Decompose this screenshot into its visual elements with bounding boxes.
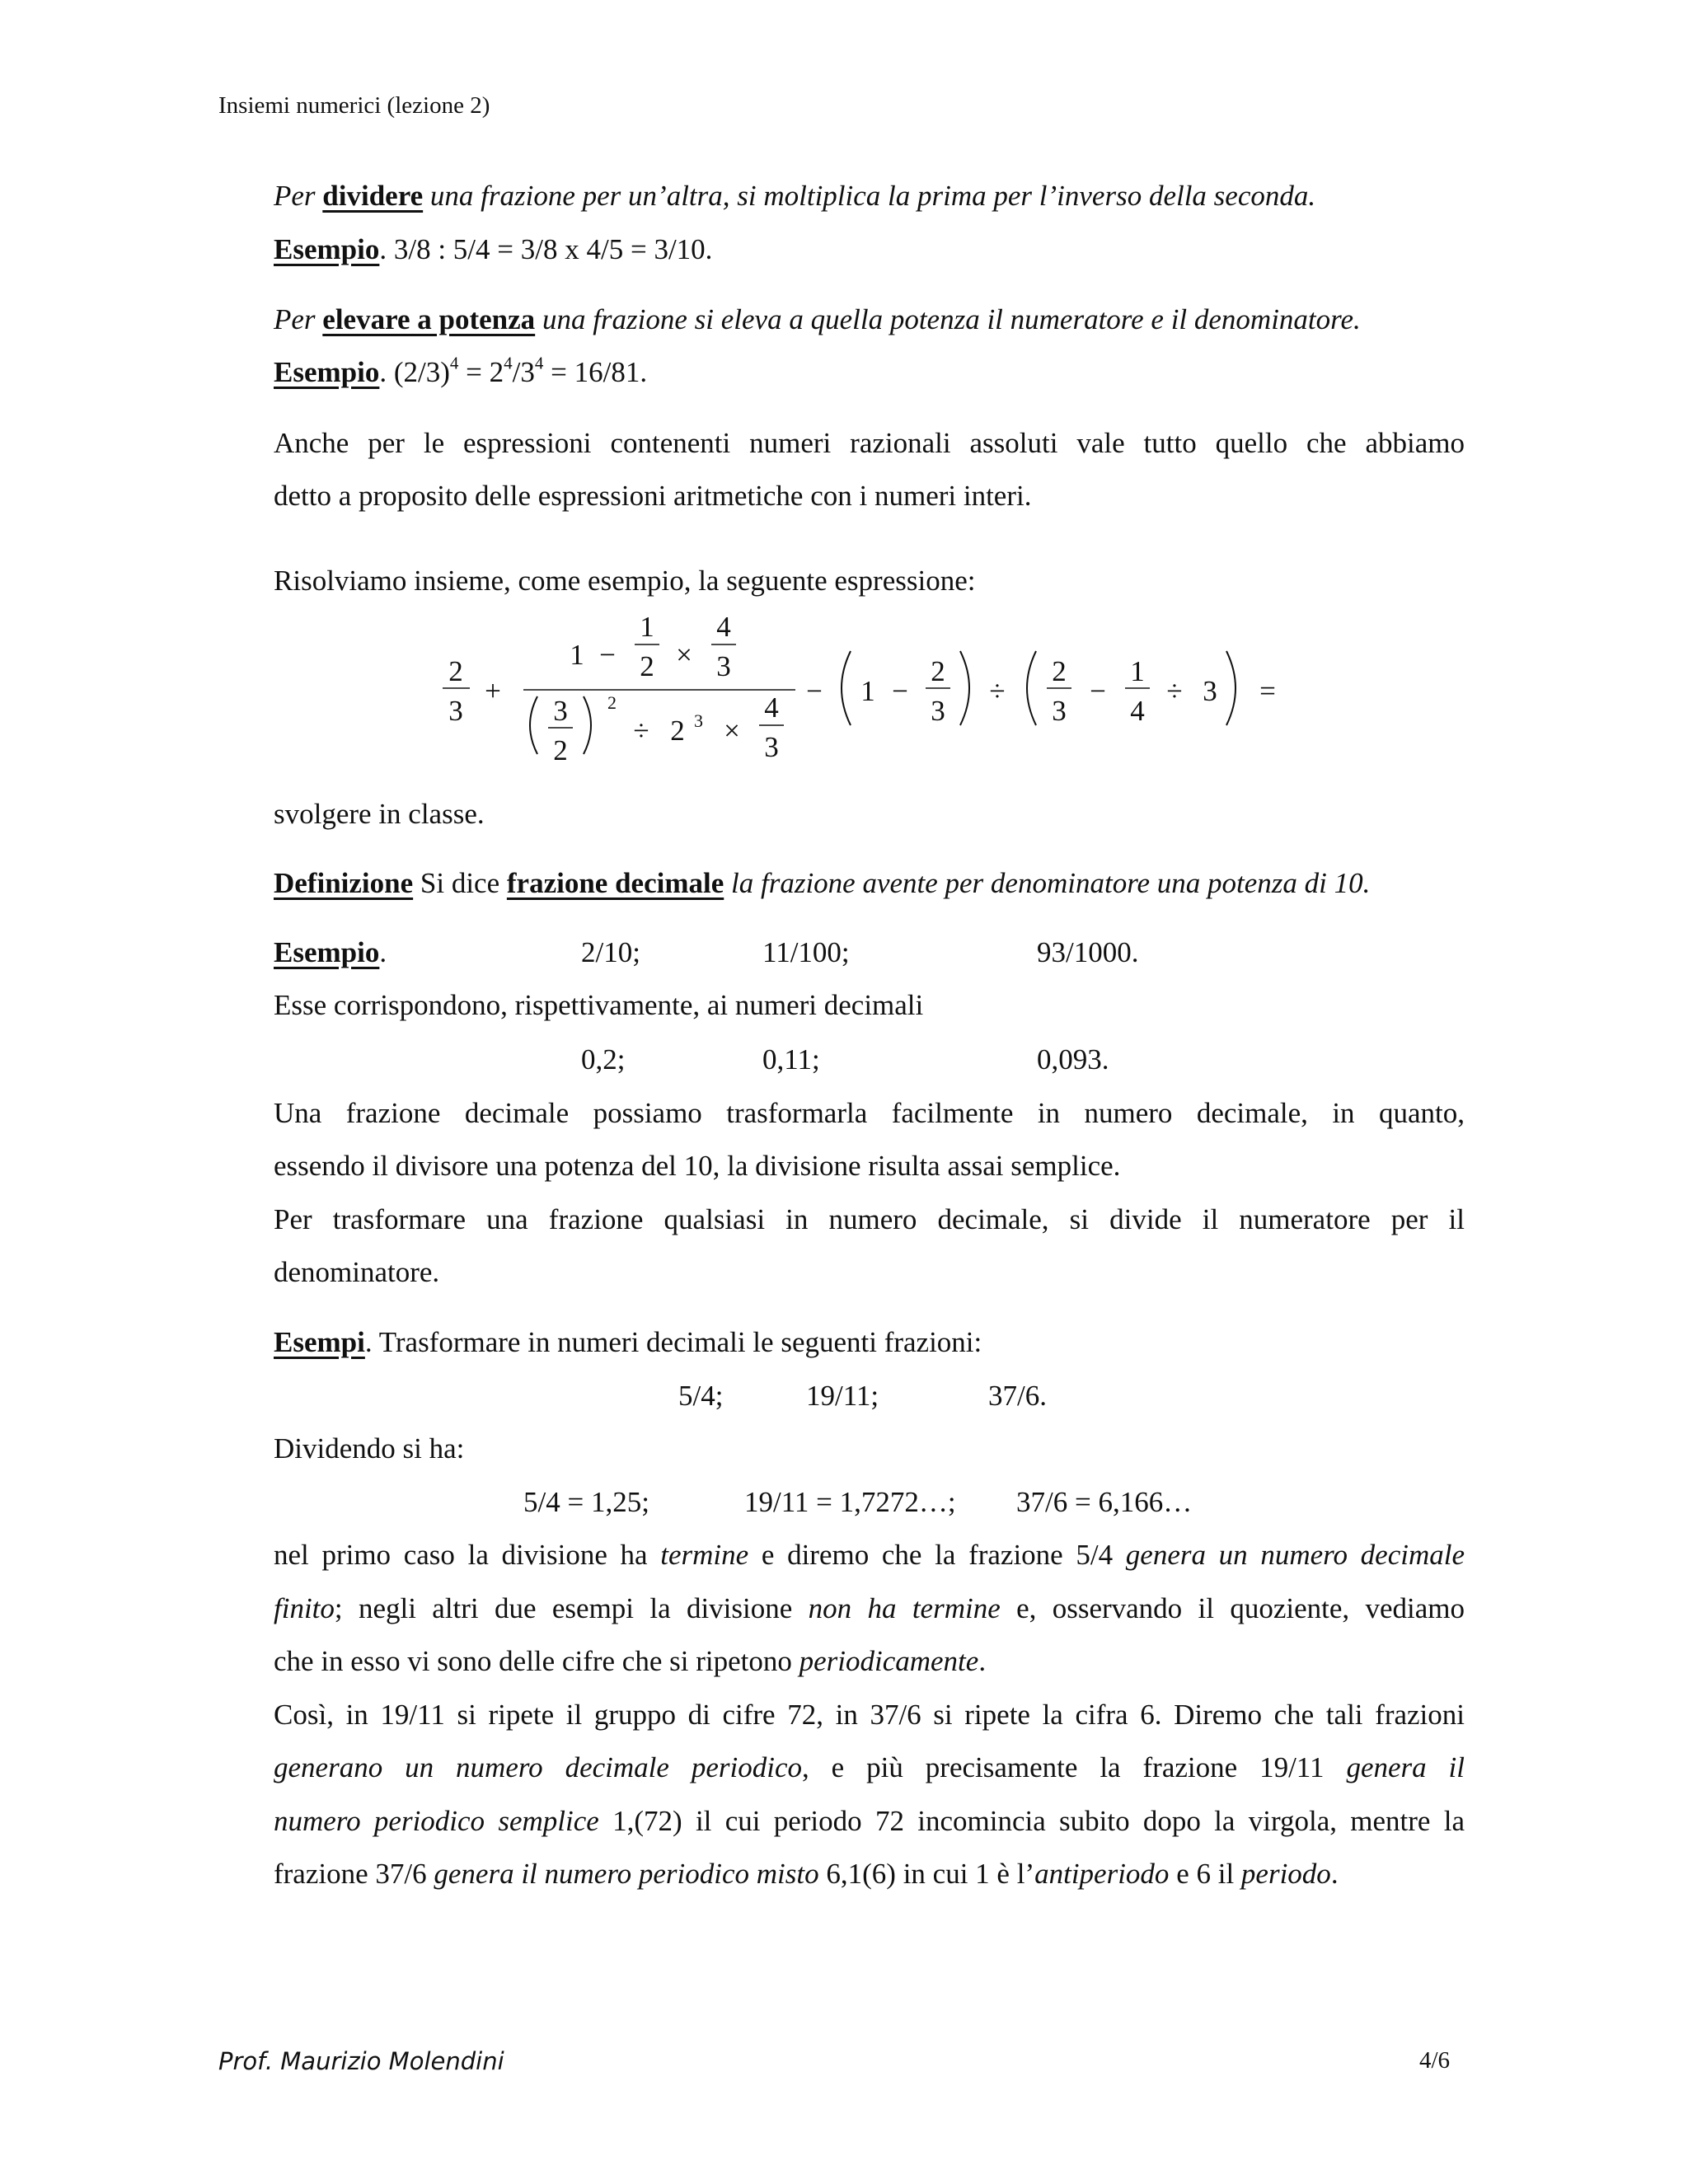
example-decimal-fractions: [274, 936, 1465, 969]
text-span: e diremo che la frazione 5/4: [748, 1539, 1126, 1571]
example-divide-text: . 3/8 : 5/4 = 3/8 x 4/5 = 3/10.: [379, 233, 713, 265]
right-paren: [584, 696, 591, 754]
definition-term: frazione decimale: [506, 867, 724, 899]
left-paren: [1027, 651, 1036, 725]
expression-formula: [0, 610, 1688, 783]
definition-mid: Si dice: [413, 867, 507, 899]
example-label: Esempio: [274, 936, 380, 968]
text-span: e, osservando il quoziente, vediamo: [1000, 1592, 1465, 1624]
exponent: 4: [449, 353, 459, 373]
paragraph-expr-line: detto a proposito delle espressioni aritmetiche con i numeri interi.: [274, 480, 1032, 512]
result-value: 5/4 = 1,25;: [523, 1486, 649, 1518]
frac-num: 1: [640, 611, 654, 643]
plus-sign: +: [485, 675, 501, 707]
exponent: 4: [504, 353, 513, 373]
right-paren: [1226, 651, 1236, 725]
example-divide: [274, 233, 1465, 266]
decimal-value: 0,093.: [1037, 1043, 1109, 1076]
times-sign: ×: [724, 715, 740, 747]
correspond-line: Esse corrispondono, rispettivamente, ai numeri decimali: [274, 989, 924, 1021]
exponent: 2: [607, 692, 617, 713]
class-note: svolgere in classe.: [274, 798, 485, 830]
frac-num: 3: [553, 695, 568, 727]
text-span: antiperiodo: [1034, 1858, 1170, 1890]
text-span: frazione 37/6: [274, 1858, 434, 1890]
decimal-fraction: 2/10;: [581, 936, 640, 968]
rule-divide-lead: Per: [274, 180, 323, 212]
example-power: [274, 353, 1465, 389]
divide-sign: ÷: [1166, 675, 1183, 707]
text-span: finito: [274, 1592, 335, 1624]
paragraph-decimal-line: Una frazione decimale possiamo trasformarla facilmente in numero decimale, in quanto,: [274, 1097, 1465, 1129]
rule-power-term: elevare a potenza: [322, 303, 536, 335]
example-label: Esempio: [274, 356, 380, 388]
frac-den: 3: [764, 731, 779, 763]
text-span: e 6 il: [1169, 1858, 1241, 1890]
frac-num: 2: [448, 655, 463, 687]
definition: [274, 867, 1465, 900]
text-span: generano un numero decimale periodico: [274, 1751, 802, 1783]
period: .: [379, 936, 387, 968]
rule-power: [274, 303, 1465, 336]
text-span: nel primo caso la divisione ha: [274, 1539, 661, 1571]
final-line: Così, in 19/11 si ripete il gruppo di cifre 72, in 37/6 si ripete la cifra 6. Diremo che tali frazioni: [274, 1699, 1465, 1731]
divide-sign: ÷: [989, 675, 1006, 707]
text-span: genera il numero periodico misto: [434, 1858, 819, 1890]
frac-num: 4: [716, 611, 731, 643]
minus-sign: −: [892, 675, 908, 707]
rule-divide-text: una frazione per un’altra, si moltiplica la prima per l’inverso della seconda.: [423, 180, 1316, 212]
text-span: .: [1330, 1858, 1339, 1890]
rule-divide: [274, 180, 1465, 213]
decimal-fraction: 93/1000.: [1037, 936, 1139, 968]
final-line: [274, 1539, 1465, 1572]
text-span: periodicamente: [799, 1645, 979, 1677]
minus-sign: −: [1090, 675, 1106, 707]
fraction-value: 37/6.: [988, 1380, 1047, 1412]
example-power-part: = 16/81.: [543, 356, 648, 388]
divide-sign: ÷: [633, 715, 649, 747]
paragraph-expr-line: Anche per le espressioni contenenti numeri razionali assoluti vale tutto quello che abbiamo: [274, 427, 1465, 459]
frac-num: 2: [1052, 655, 1067, 687]
definition-label: Definizione: [274, 867, 414, 899]
number: 3: [1203, 675, 1217, 707]
right-paren: [960, 651, 969, 725]
text-span: non ha termine: [808, 1592, 1001, 1624]
examples-intro: [274, 1326, 1465, 1359]
fraction-value: 19/11;: [806, 1380, 879, 1412]
frac-num: 2: [931, 655, 945, 687]
rule-power-lead: Per: [274, 303, 323, 335]
exponent: 4: [534, 353, 544, 373]
example-power-part: = 2: [458, 356, 504, 388]
frac-num: 4: [764, 691, 779, 724]
decimal-fraction: 11/100;: [762, 936, 850, 968]
paragraph-decimal-line: denominatore.: [274, 1256, 440, 1288]
left-paren: [530, 696, 537, 754]
text-span: genera il: [1346, 1751, 1465, 1783]
frac-num: 1: [1130, 655, 1145, 687]
page-header: Insiemi numerici (lezione 2): [218, 92, 490, 119]
text-span: , e più precisamente la frazione 19/11: [802, 1751, 1347, 1783]
frac-den: 2: [553, 734, 568, 766]
number: 1: [570, 639, 584, 671]
final-line: [274, 1858, 1465, 1891]
paragraph-decimal-line: Per trasformare una frazione qualsiasi in numero decimale, si divide il numeratore per il: [274, 1203, 1465, 1235]
frac-den: 3: [448, 695, 463, 727]
number: 1: [860, 675, 875, 707]
frac-den: 3: [1052, 695, 1067, 727]
text-span: che in esso vi sono delle cifre che si ripetono: [274, 1645, 799, 1677]
footer-author: Prof. Maurizio Molendini: [218, 2047, 504, 2075]
example-power-part: /3: [512, 356, 535, 388]
examples-text: . Trasformare in numeri decimali le seguenti frazioni:: [364, 1326, 982, 1358]
dividing-line: Dividendo si ha:: [274, 1432, 465, 1465]
text-span: ; negli altri due esempi la divisione: [334, 1592, 809, 1624]
frac-den: 3: [716, 650, 731, 682]
frac-den: 3: [931, 695, 945, 727]
final-line: [274, 1645, 1465, 1678]
equals-sign: =: [1259, 675, 1276, 707]
times-sign: ×: [676, 639, 692, 671]
decimal-value: 0,11;: [762, 1043, 820, 1076]
decimal-value: 0,2;: [581, 1043, 626, 1076]
minus-sign: −: [599, 639, 616, 671]
definition-text: la frazione avente per denominatore una potenza di 10.: [724, 867, 1371, 899]
final-line: [274, 1805, 1465, 1838]
frac-den: 2: [640, 650, 654, 682]
paragraph-decimal-line: essendo il divisore una potenza del 10, la divisione risulta assai semplice.: [274, 1150, 1121, 1182]
result-value: 37/6 = 6,166…: [1016, 1486, 1193, 1518]
final-line: [274, 1592, 1465, 1625]
text-span: periodo: [1240, 1858, 1331, 1890]
example-label: Esempio: [274, 233, 380, 265]
text-span: termine: [660, 1539, 749, 1571]
left-paren: [842, 651, 851, 725]
example-power-part: . (2/3): [379, 356, 450, 388]
text-span: 6,1(6) in cui 1 è l’: [818, 1858, 1035, 1890]
text-span: .: [978, 1645, 987, 1677]
rule-power-text: una frazione si eleva a quella potenza il numeratore e il denominatore.: [535, 303, 1361, 335]
text-span: genera un numero decimale: [1125, 1539, 1465, 1571]
examples-label: Esempi: [274, 1326, 365, 1358]
minus-sign: −: [806, 675, 823, 707]
final-line: [274, 1751, 1465, 1784]
page-number: 4/6: [1419, 2047, 1451, 2074]
rule-divide-term: dividere: [322, 180, 424, 212]
frac-den: 4: [1130, 695, 1145, 727]
fraction-value: 5/4;: [678, 1380, 724, 1412]
text-span: 1,(72) il cui periodo 72 incomincia subito dopo la virgola, mentre la: [598, 1805, 1465, 1837]
text-span: numero periodico semplice: [274, 1805, 599, 1837]
number: 2: [670, 715, 685, 747]
solve-intro: Risolviamo insieme, come esempio, la seguente espressione:: [274, 565, 976, 597]
exponent: 3: [694, 710, 703, 731]
result-value: 19/11 = 1,7272…;: [744, 1486, 956, 1518]
